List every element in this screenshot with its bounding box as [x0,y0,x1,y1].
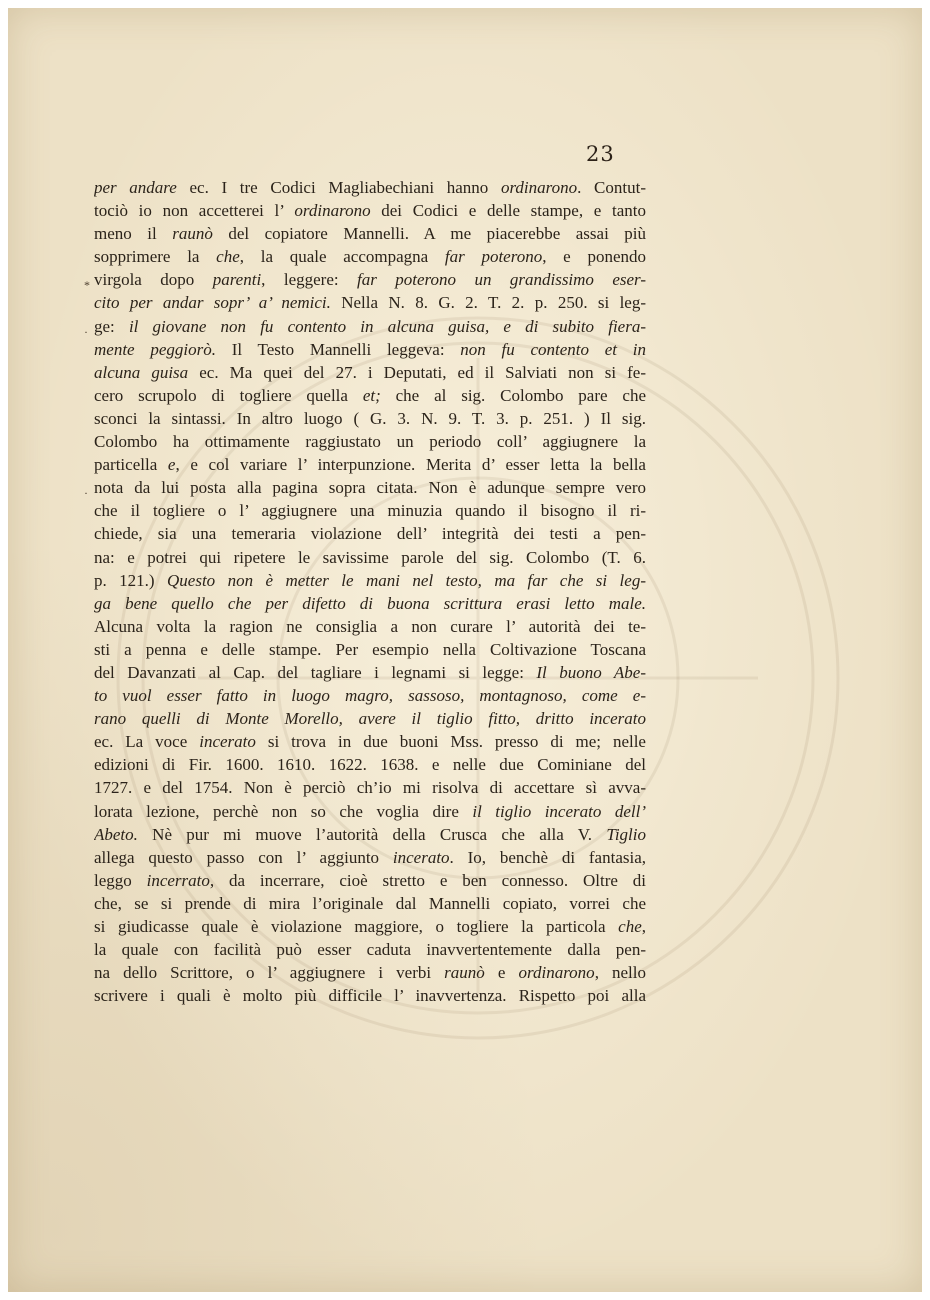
italic-text: incerrato [146,870,210,890]
italic-text: ordinarono [500,178,578,197]
text-run: Il Testo Mannelli leggeva: [215,339,461,359]
text-run: che al sig. Colombo pare che [380,385,646,405]
text-line [94,291,646,314]
text-line [94,476,646,499]
text-run: che, se si prende di mira l’originale dal Mannelli copiato, vorrei che [94,893,646,913]
text-line [94,776,646,799]
text-run: . Contut- [577,178,646,197]
text-line [94,407,646,430]
body-text [94,176,646,1007]
text-line [94,338,646,361]
text-line [94,199,646,222]
text-line [94,268,646,291]
text-run: si trova in due buoni Mss. presso di me; nelle [255,732,646,752]
text-line [94,546,646,569]
text-line [94,569,646,592]
text-line [94,522,646,545]
text-run: cero scrupolo di togliere quella [94,385,363,405]
italic-text: incerato [392,847,450,867]
text-run: . Io, benchè di fantasia, [449,847,646,867]
book-page [8,8,922,1292]
text-line [94,499,646,522]
italic-text: raunò [172,224,213,244]
text-run: , nello [594,963,646,983]
text-line [94,984,646,1007]
text-run: sconci la sintassi. In altro luogo ( G. 3. N. 9. T. 3. p. 251. ) Il sig. [94,408,646,428]
text-run: Colombo ha ottimamente raggiustato un periodo coll’ aggiugnere la [94,432,646,452]
italic-text: raunò [444,963,485,983]
text-run: tociò io non accetterei l’ [94,201,295,221]
text-run: sti a penna e delle stampe. Per esempio nella Coltivazione Toscana [94,639,646,659]
italic-text: che [216,247,240,267]
italic-text: cito per andar sopr’ a’ nemici. [94,293,331,313]
text-line [94,823,646,846]
text-run: chiede, sia una temeraria violazione dell’ integrità dei testi a pen- [94,524,646,544]
text-run: p. 121.) [94,570,167,590]
margin-mark: * [84,278,90,292]
text-run: si giudicasse quale è violazione maggiore, o togliere la particola [94,917,619,936]
italic-text: Il buono Abe- [536,662,646,682]
italic-text: Questo non è metter le mani nel testo, ma far che si leg- [167,570,646,590]
text-line [94,315,646,338]
text-line [94,615,646,638]
text-line [94,430,646,453]
text-run: 1727. e del 1754. Non è perciò ch’io mi risolva di accettare sì avva- [94,778,646,798]
text-run: , la quale accompagna [239,247,445,267]
text-line [94,869,646,892]
text-line [94,661,646,684]
italic-text: ordinarono [518,963,595,983]
italic-text: incerato [199,732,256,752]
italic-text: rano quelli di Monte Morello, avere il tiglio fitto, dritto incerato [94,709,646,729]
text-line [94,938,646,961]
text-run: particella [94,455,168,475]
text-line [94,453,646,476]
italic-text: non fu contento et in [460,339,646,359]
italic-text: mente peggiorò. [94,339,216,359]
text-run: , e ponendo [542,247,646,267]
italic-text: et; [362,385,381,405]
text-run: scrivere i quali è molto più difficile l’ inavvertenza. Rispetto poi alla [94,986,646,1006]
italic-text: alcuna guisa [94,362,189,382]
text-run: , da incerrare, cioè stretto e ben connesso. Oltre di [209,870,646,890]
italic-text: far poterono [444,247,543,267]
italic-text: ga bene quello che per difetto di buona scrittura erasi letto male. [94,593,646,613]
text-run: , e col variare l’ interpunzione. Merita d’ esser letta la bella [175,455,646,475]
text-run: ge: [94,316,129,336]
text-run: lorata lezione, perchè non so che voglia dire [94,801,473,821]
text-line [94,684,646,707]
italic-text: il tiglio incerato dell’ [472,801,646,821]
text-run: , leggere: [261,270,358,290]
italic-text: per andare [94,178,177,197]
text-run: leggo [94,870,147,890]
text-run: na dello Scrittore, o l’ aggiugnere i verbi [94,963,445,983]
italic-text: Tiglio [606,824,646,844]
text-line [94,361,646,384]
text-run: del Davanzati al Cap. del tagliare i legnami si legge: [94,662,537,682]
text-run: che il togliere o l’ aggiugnere una minuzia quando il bisogno il ri- [94,501,646,521]
text-run: virgola dopo [94,270,213,290]
text-line [94,222,646,245]
text-run: sopprimere la [94,247,217,267]
text-line [94,892,646,915]
text-run: la quale con facilità può esser caduta inavvertentemente dalla pen- [94,940,646,960]
italic-text: to vuol esser fatto in luogo magro, sassoso, montagnoso, come e- [94,686,646,706]
text-run: nota da lui posta alla pagina sopra citata. Non è adunque sempre vero [94,478,646,498]
margin-mark: · [84,486,88,500]
text-line [94,730,646,753]
text-line [94,176,646,199]
text-line [94,384,646,407]
text-line [94,592,646,615]
text-run: dei Codici e delle stampe, e tanto [370,201,646,221]
text-run: , [641,917,646,936]
italic-text: e [167,455,176,475]
text-line [94,707,646,730]
italic-text: ordinarono [294,201,371,221]
text-run: Alcuna volta la ragion ne consiglia a non curare l’ autorità dei te- [94,616,646,636]
text-run: e [484,963,519,983]
italic-text: parenti [212,270,262,290]
text-line [94,800,646,823]
italic-text: il giovane non fu contento in alcuna guisa, e di subito fiera- [128,316,646,336]
text-run: allega questo passo con l’ aggiunto [94,847,393,867]
text-line [94,753,646,776]
text-run: ec. La voce [94,732,200,752]
text-line [94,915,646,938]
text-run: ec. Ma quei del 27. i Deputati, ed il Salviati non si fe- [188,362,646,382]
text-line [94,638,646,661]
text-run: ec. I tre Codici Magliabechiani hanno [176,178,501,197]
text-line [94,961,646,984]
italic-text: Abeto. [94,824,138,844]
margin-mark: · [84,325,88,339]
text-run: meno il [94,224,173,244]
text-run: Nella N. 8. G. 2. T. 2. p. 250. si leg- [330,293,646,313]
text-line [94,846,646,869]
page-number: 23 [586,142,615,166]
italic-text: far poterono un grandissimo eser- [357,270,646,290]
text-run: na: e potrei qui ripetere le savissime parole del sig. Colombo (T. 6. [94,547,646,567]
italic-text: che [618,917,642,936]
text-line [94,245,646,268]
text-run: del copiatore Mannelli. A me piacerebbe assai più [212,224,646,244]
text-run: edizioni di Fir. 1600. 1610. 1622. 1638. e nelle due Cominiane del [94,755,646,775]
text-run: Nè pur mi muove l’autorità della Crusca che alla V. [137,824,607,844]
